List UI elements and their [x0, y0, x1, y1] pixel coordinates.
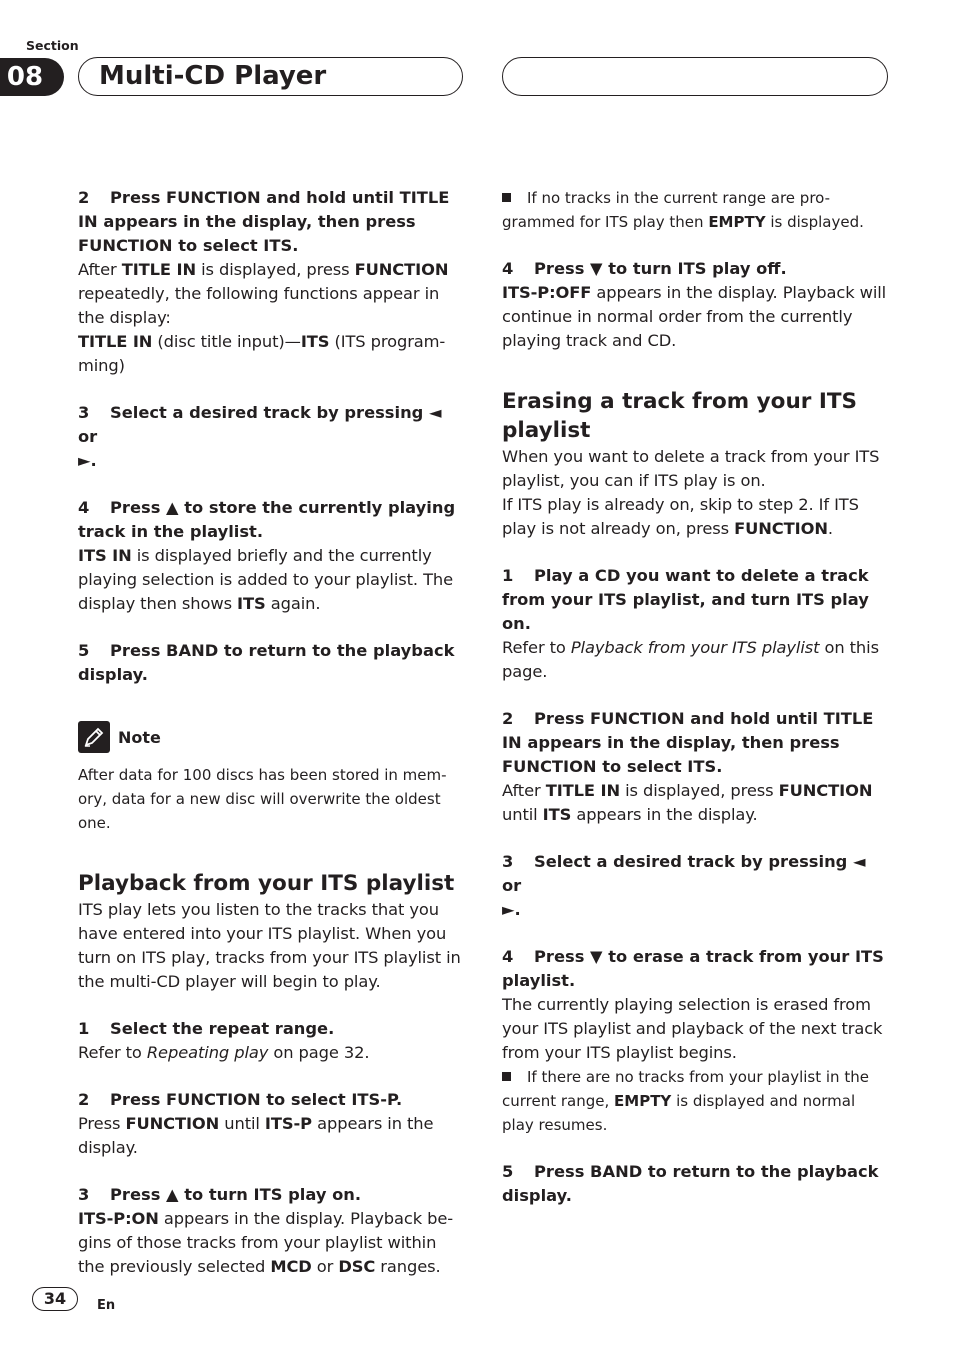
right-column	[502, 186, 887, 1208]
note-label: Note	[118, 727, 161, 747]
left-column	[78, 186, 463, 1279]
section-heading: Erasing a track from your ITS playlist	[502, 389, 858, 443]
step-description: ITS-P:OFF appears in the display. Playback will continue in normal order from the currently playing track and CD.	[502, 283, 887, 350]
step-heading: 5 Press BAND to return to the playback display.	[502, 1162, 879, 1205]
step-heading: 2 Press FUNCTION and hold until TITLE IN appears in the display, then press FUNCTION to select ITS.	[502, 709, 874, 776]
language-label: En	[97, 1298, 116, 1313]
header-blank-box	[502, 57, 888, 96]
bullet-note: If no tracks in the current range are pro-grammed for ITS play then EMPTY is displayed.	[502, 189, 864, 231]
page-number: 34	[32, 1287, 78, 1311]
step-heading: 3 Press ▲ to turn ITS play on.	[78, 1185, 362, 1204]
page-title: Multi-CD Player	[78, 57, 463, 96]
section-label: Section	[26, 38, 79, 53]
section-intro: ITS play lets you listen to the tracks that you have entered into your ITS playlist. When you turn on ITS play, tracks from your ITS playlist in the multi-CD player will begin to play.	[78, 900, 461, 991]
step-description: The currently playing selection is erased from your ITS playlist and playback of the next track from your ITS playlist begins.	[502, 995, 883, 1062]
step-heading: 5 Press BAND to return to the playback display.	[78, 641, 455, 684]
step-description: ITS-P:ON appears in the display. Playback be-gins of those tracks from your playlist within the previously selected MCD or DSC ranges.	[78, 1209, 454, 1276]
step-description: ITS IN is displayed briefly and the currently playing selection is added to your playlist. The display then shows ITS again.	[78, 546, 454, 613]
section-number-badge: 08	[0, 58, 64, 96]
step-heading: 4 Press ▲ to store the currently playing track in the playlist.	[78, 498, 456, 541]
step-heading: 3 Select a desired track by pressing ◄ or ►.	[502, 852, 866, 919]
step-description: Press FUNCTION until ITS-P appears in the display.	[78, 1114, 434, 1157]
step-description: Refer to Repeating play on page 32.	[78, 1043, 370, 1062]
step-heading: 2 Press FUNCTION to select ITS-P.	[78, 1090, 403, 1109]
note-pencil-icon	[78, 721, 110, 753]
bullet-square-icon	[502, 193, 511, 202]
note-header	[78, 721, 463, 753]
section-heading: Playback from your ITS playlist	[78, 871, 455, 896]
step-heading: 3 Select a desired track by pressing ◄ or ►.	[78, 403, 442, 470]
step-description: After TITLE IN is displayed, press FUNCTION repeatedly, the following functions appear in the display: TITLE IN (disc title input)—ITS (ITS program-ming)	[78, 260, 449, 375]
step-heading: 1 Play a CD you want to delete a track from your ITS playlist, and turn ITS play on.	[502, 566, 869, 633]
step-heading: 1 Select the repeat range.	[78, 1019, 335, 1038]
bullet-square-icon	[502, 1072, 511, 1081]
step-heading: 4 Press ▼ to erase a track from your ITS playlist.	[502, 947, 884, 990]
step-description: After TITLE IN is displayed, press FUNCTION until ITS appears in the display.	[502, 781, 873, 824]
step-description: Refer to Playback from your ITS playlist on this page.	[502, 638, 879, 681]
section-intro: When you want to delete a track from your ITS playlist, you can if ITS play is on. If ITS play is already on, skip to step 2. If ITS play is not already on, press FUNCTION.	[502, 447, 880, 538]
bullet-note: If there are no tracks from your playlist in the current range, EMPTY is displayed and normal play resumes.	[502, 1068, 869, 1134]
step-heading: 2 Press FUNCTION and hold until TITLE IN appears in the display, then press FUNCTION to select ITS.	[78, 188, 450, 255]
note-text: After data for 100 discs has been stored in mem-ory, data for a new disc will overwrite the oldest one.	[78, 766, 447, 832]
step-heading: 4 Press ▼ to turn ITS play off.	[502, 259, 787, 278]
